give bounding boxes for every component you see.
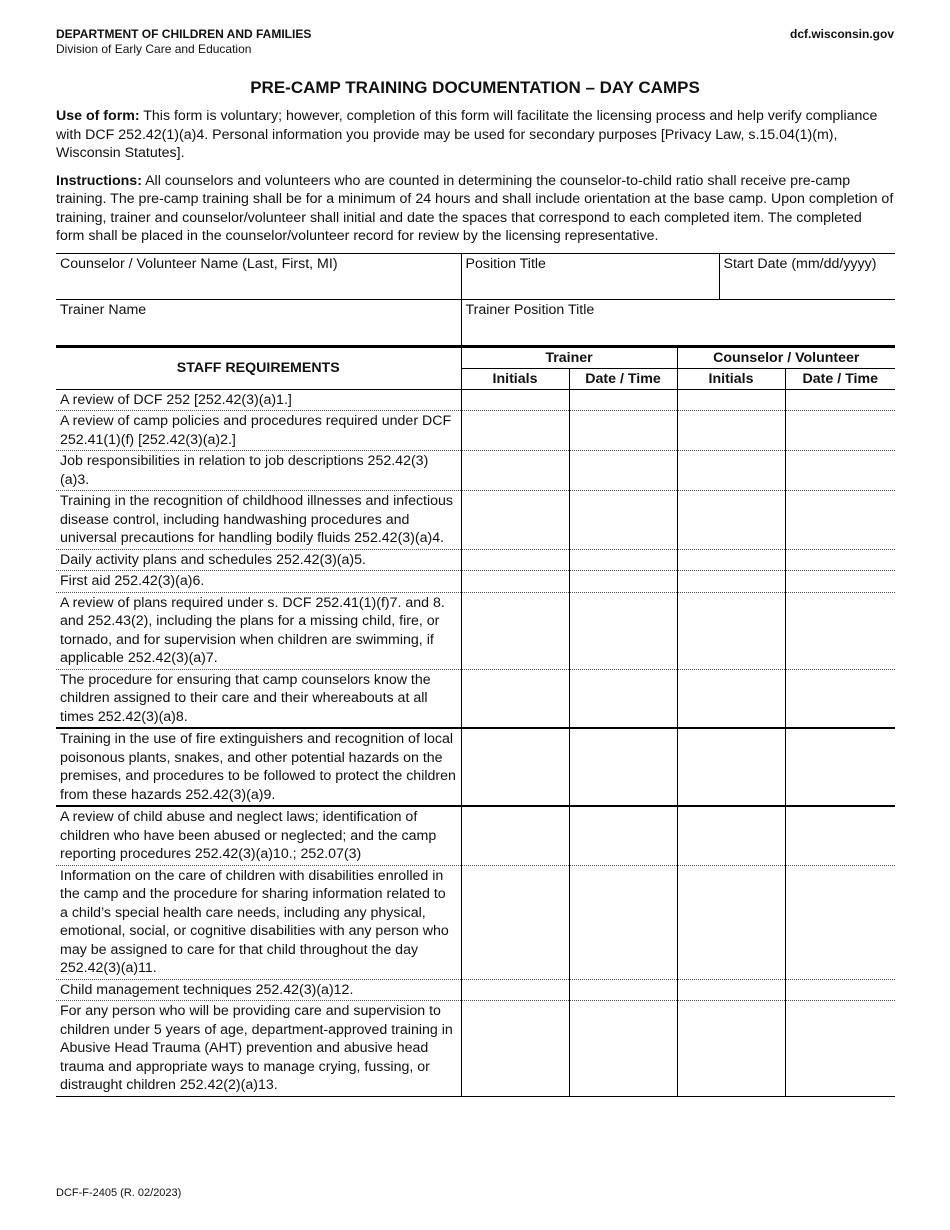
trainer-date-cell[interactable]: [569, 571, 677, 593]
table-row: [56, 571, 895, 593]
header: [56, 27, 894, 61]
counselor-date-cell[interactable]: [785, 491, 895, 550]
counselor-date-cell[interactable]: [785, 669, 895, 728]
form-page: [56, 27, 894, 1097]
department-name: DEPARTMENT OF CHILDREN AND FAMILIES: [56, 27, 312, 41]
division-name: Division of Early Care and Education: [56, 42, 252, 56]
trainer-name-field[interactable]: [56, 299, 461, 345]
counselor-date-cell[interactable]: [785, 979, 895, 1001]
trainer-header: Trainer: [461, 347, 677, 369]
requirements-header: STAFF REQUIREMENTS: [56, 347, 461, 390]
trainer-date-cell[interactable]: [569, 549, 677, 571]
trainer-date-cell[interactable]: [569, 669, 677, 728]
counselor-date-cell[interactable]: [785, 389, 895, 411]
counselor-initials-cell[interactable]: [677, 549, 785, 571]
trainer-name-label: Trainer Name: [60, 301, 147, 318]
table-row: [56, 389, 895, 411]
counselor-initials-cell[interactable]: [677, 389, 785, 411]
requirement-text: The procedure for ensuring that camp counselors know the children assigned to their care and their whereabouts at all times 252.42(3)(a)8.: [56, 669, 461, 728]
requirements-table: [56, 346, 895, 1097]
trainer-initials-cell[interactable]: [461, 411, 569, 451]
counselor-initials-cell[interactable]: [677, 806, 785, 865]
counselor-date-cell[interactable]: [785, 865, 895, 979]
counselor-date-cell[interactable]: [785, 728, 895, 806]
trainer-date-cell[interactable]: [569, 491, 677, 550]
instructions-text: All counselors and volunteers who are counted in determining the counselor-to-child ratio shall receive pre-camp training. The pre-camp training shall be for a minimum of 24 hours and shall include orientation at the base camp. Upon completion of training, trainer and counselor/volunteer shall initial and date the spaces that correspond to each completed item. The completed form shall be placed in the counselor/volunteer record for review by the licensing representative.: [56, 172, 894, 244]
counselor-date-cell[interactable]: [785, 549, 895, 571]
table-row: [56, 411, 895, 451]
requirement-text: A review of DCF 252 [252.42(3)(a)1.]: [56, 389, 461, 411]
instructions-label: Instructions:: [56, 172, 142, 189]
use-of-form-label: Use of form:: [56, 108, 140, 124]
counselor-initials-cell[interactable]: [677, 491, 785, 550]
trainer-date-cell[interactable]: [569, 592, 677, 669]
trainer-position-title-label: Trainer Position Title: [465, 301, 595, 318]
requirement-text: A review of child abuse and neglect laws; identification of children who have been abused or neglected; and the camp reporting procedures 252.42(3)(a)10.; 252.07(3): [56, 806, 461, 865]
trainer-initials-cell[interactable]: [461, 549, 569, 571]
counselor-initials-cell[interactable]: [677, 411, 785, 451]
use-of-form: [56, 107, 894, 163]
table-row: [56, 1001, 895, 1097]
table-row: [56, 865, 895, 979]
trainer-date-header: Date / Time: [569, 368, 677, 389]
counselor-initials-cell[interactable]: [677, 728, 785, 806]
trainer-position-title-field[interactable]: [461, 299, 895, 345]
requirement-text: Job responsibilities in relation to job descriptions 252.42(3)(a)3.: [56, 451, 461, 491]
trainer-initials-cell[interactable]: [461, 571, 569, 593]
trainer-initials-cell[interactable]: [461, 728, 569, 806]
counselor-initials-cell[interactable]: [677, 979, 785, 1001]
start-date-label: Start Date (mm/dd/yyyy): [723, 255, 877, 272]
counselor-date-cell[interactable]: [785, 806, 895, 865]
table-row: [56, 592, 895, 669]
counselor-initials-header: Initials: [677, 368, 785, 389]
trainer-initials-cell[interactable]: [461, 669, 569, 728]
trainer-initials-cell[interactable]: [461, 592, 569, 669]
position-title-field[interactable]: [461, 253, 719, 299]
counselor-name-field[interactable]: [56, 253, 461, 299]
requirement-text: Child management techniques 252.42(3)(a)12.: [56, 979, 461, 1001]
trainer-date-cell[interactable]: [569, 806, 677, 865]
trainer-date-cell[interactable]: [569, 451, 677, 491]
identification-fields: [56, 253, 895, 346]
counselor-initials-cell[interactable]: [677, 1001, 785, 1097]
requirement-text: For any person who will be providing care and supervision to children under 5 years of age, department-approved training in Abusive Head Trauma (AHT) prevention and abusive head trauma and appropriate ways to manage crying, fussing, or distraught children 252.42(2)(a)13.: [56, 1001, 461, 1097]
trainer-date-cell[interactable]: [569, 389, 677, 411]
requirement-text: A review of plans required under s. DCF 252.41(1)(f)7. and 8. and 252.43(2), including the plans for a missing child, fire, or tornado, and for supervision when children are swimming, if applicable 252.42(3)(a)7.: [56, 592, 461, 669]
trainer-date-cell[interactable]: [569, 411, 677, 451]
table-row: [56, 491, 895, 550]
table-row: [56, 728, 895, 806]
trainer-date-cell[interactable]: [569, 1001, 677, 1097]
counselor-initials-cell[interactable]: [677, 865, 785, 979]
trainer-initials-cell[interactable]: [461, 1001, 569, 1097]
form-number: DCF-F-2405 (R. 02/2023): [56, 1187, 182, 1199]
trainer-initials-cell[interactable]: [461, 389, 569, 411]
counselor-initials-cell[interactable]: [677, 592, 785, 669]
instructions: [56, 172, 894, 246]
website: dcf.wisconsin.gov: [789, 27, 894, 41]
counselor-initials-cell[interactable]: [677, 571, 785, 593]
trainer-initials-cell[interactable]: [461, 491, 569, 550]
start-date-field[interactable]: [719, 253, 895, 299]
requirement-text: A review of camp policies and procedures required under DCF 252.41(1)(f) [252.42(3)(a)2.]: [56, 411, 461, 451]
use-of-form-text: This form is voluntary; however, completion of this form will facilitate the licensing process and help verify compliance with DCF 252.42(1)(a)4. Personal information you provide may be used for secondary purposes [Privacy Law, s.15.04(1)(m), Wisconsin Statutes].: [56, 108, 878, 161]
trainer-initials-header: Initials: [461, 368, 569, 389]
requirement-text: Information on the care of children with disabilities enrolled in the camp and the procedure for sharing information related to a child’s special health care needs, including any physical, emotional, social, or cognitive disabilities with any person who may be assigned to care for that child throughout the day 252.42(3)(a)11.: [56, 865, 461, 979]
counselor-initials-cell[interactable]: [677, 451, 785, 491]
trainer-initials-cell[interactable]: [461, 806, 569, 865]
table-row: [56, 669, 895, 728]
counselor-date-cell[interactable]: [785, 592, 895, 669]
counselor-header: Counselor / Volunteer: [677, 347, 895, 369]
requirement-text: First aid 252.42(3)(a)6.: [56, 571, 461, 593]
table-row: [56, 549, 895, 571]
trainer-initials-cell[interactable]: [461, 865, 569, 979]
requirement-text: Training in the use of fire extinguishers and recognition of local poisonous plants, snakes, and other potential hazards on the premises, and procedures to be followed to protect the children from these hazards 252.42(3)(a)9.: [56, 728, 461, 806]
counselor-date-cell[interactable]: [785, 571, 895, 593]
trainer-initials-cell[interactable]: [461, 451, 569, 491]
page-title: PRE-CAMP TRAINING DOCUMENTATION – DAY CAMPS: [250, 78, 700, 97]
counselor-date-cell[interactable]: [785, 1001, 895, 1097]
trainer-date-cell[interactable]: [569, 865, 677, 979]
table-row: [56, 806, 895, 865]
counselor-date-cell[interactable]: [785, 451, 895, 491]
trainer-date-cell[interactable]: [569, 979, 677, 1001]
table-row: [56, 451, 895, 491]
requirement-text: Daily activity plans and schedules 252.42(3)(a)5.: [56, 549, 461, 571]
table-row: [56, 979, 895, 1001]
requirements-body: [56, 389, 895, 1096]
counselor-initials-cell[interactable]: [677, 669, 785, 728]
counselor-date-header: Date / Time: [785, 368, 895, 389]
trainer-date-cell[interactable]: [569, 728, 677, 806]
requirement-text: Training in the recognition of childhood illnesses and infectious disease control, including handwashing procedures and universal precautions for handling bodily fluids 252.42(3)(a)4.: [56, 491, 461, 550]
trainer-initials-cell[interactable]: [461, 979, 569, 1001]
counselor-date-cell[interactable]: [785, 411, 895, 451]
counselor-name-label: Counselor / Volunteer Name (Last, First, MI): [60, 255, 338, 272]
position-title-label: Position Title: [465, 255, 546, 272]
